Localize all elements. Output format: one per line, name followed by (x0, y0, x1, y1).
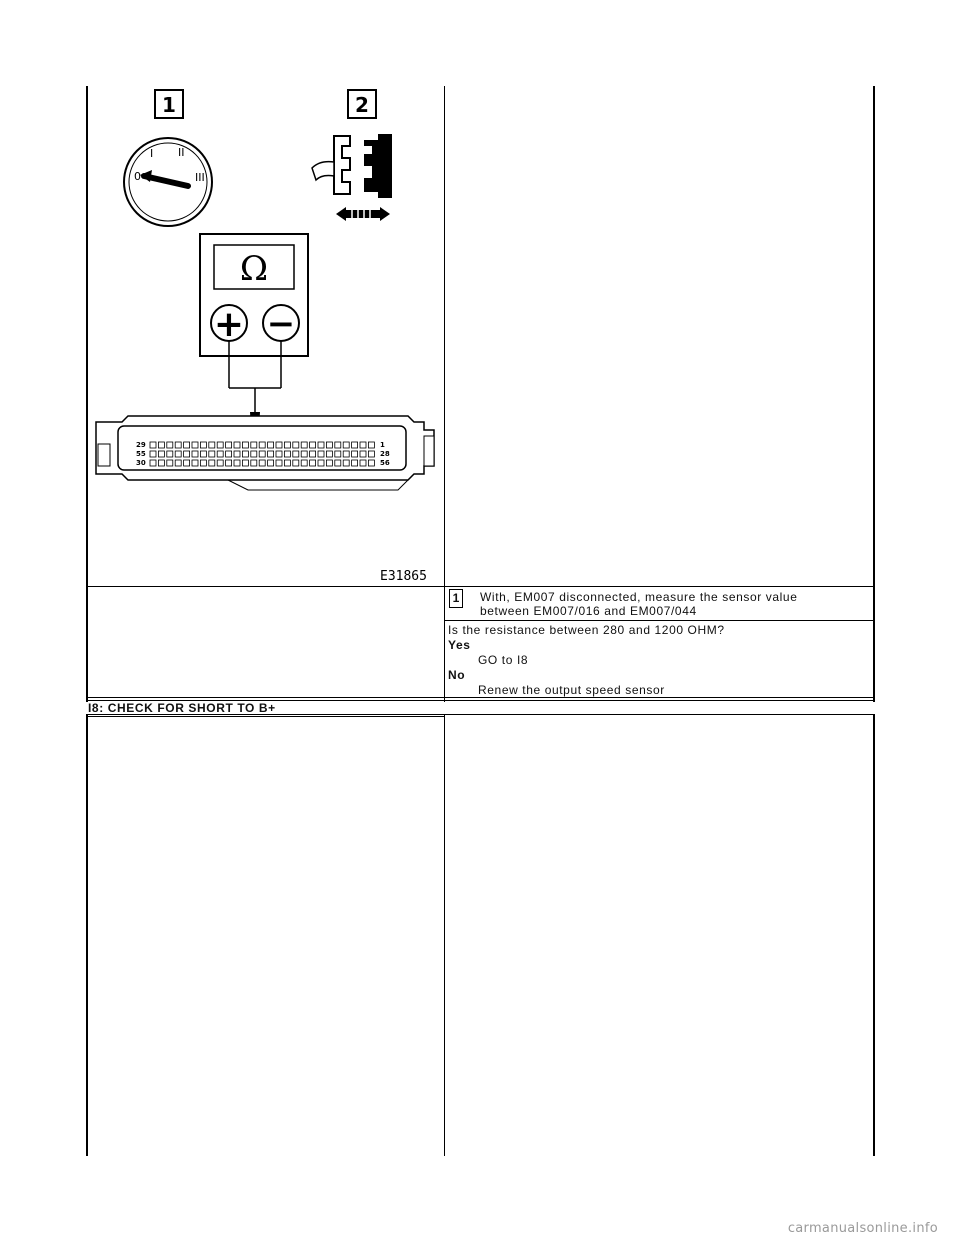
connector-pin (310, 460, 316, 466)
connector-pin (360, 460, 366, 466)
yes-action: GO to I8 (478, 653, 529, 667)
pin-label-left-0: 29 (136, 441, 146, 449)
connector-pin (175, 451, 181, 457)
step-number-box: 1 (449, 589, 463, 608)
connector-pin (150, 442, 156, 448)
connector-pin (175, 460, 181, 466)
connector-pin (184, 442, 190, 448)
switch-label-3: III (195, 171, 205, 184)
connector-pin (352, 442, 358, 448)
no-action: Renew the output speed sensor (478, 683, 665, 697)
connector-pin (251, 451, 257, 457)
connector-pin (226, 451, 232, 457)
connector-pin (217, 442, 223, 448)
connector-pin (343, 442, 349, 448)
connector-pin (293, 451, 299, 457)
connector-pin (200, 442, 206, 448)
switch-label-1: I (150, 147, 154, 160)
connector-pin (158, 460, 164, 466)
connector-pin (226, 460, 232, 466)
connector-pin (217, 451, 223, 457)
connector-pin (318, 460, 324, 466)
connector-pin (368, 442, 374, 448)
connector-pin (175, 442, 181, 448)
pin-label-right-0: 1 (380, 441, 385, 449)
connector-pin (335, 451, 341, 457)
minus-symbol: − (266, 304, 296, 344)
connector-pin (150, 460, 156, 466)
connector-disconnect-icon (312, 134, 392, 221)
connector-pin (268, 460, 274, 466)
pin-grid (150, 442, 374, 466)
lower-top-rule (86, 716, 445, 717)
connector-pin (234, 442, 240, 448)
connector-pin (158, 451, 164, 457)
connector-pin (167, 460, 173, 466)
lower-middle-divider (444, 714, 445, 1156)
connector-pin (200, 460, 206, 466)
connector-pin (284, 442, 290, 448)
row-divider-question (86, 697, 875, 698)
connector-pin (200, 451, 206, 457)
connector-pin (352, 460, 358, 466)
connector-pin (234, 460, 240, 466)
connector-pin (301, 460, 307, 466)
frame-middle-divider (444, 86, 445, 702)
switch-label-2: II (178, 146, 185, 159)
connector-pin (293, 460, 299, 466)
connector-pin (192, 442, 198, 448)
connector-pin (326, 460, 332, 466)
switch-label-0: 0 (134, 170, 141, 183)
connector-pin (284, 460, 290, 466)
connector-pin (209, 451, 215, 457)
question-text: Is the resistance between 280 and 1200 OHM? (448, 623, 725, 637)
connector-pin (209, 460, 215, 466)
connector-pin (251, 460, 257, 466)
ignition-switch-icon (124, 138, 212, 226)
connector-pin (276, 451, 282, 457)
connector-pin (192, 451, 198, 457)
connector-pin (167, 451, 173, 457)
connector-pin (217, 460, 223, 466)
frame-right-border (873, 86, 875, 702)
connector-pin (310, 442, 316, 448)
connector-pin (360, 451, 366, 457)
connector-pin (259, 442, 265, 448)
pin-label-left-2: 30 (136, 459, 146, 467)
yes-label: Yes (448, 638, 471, 652)
row-divider-step (444, 620, 875, 621)
section-heading: I8: CHECK FOR SHORT TO B+ (88, 701, 276, 715)
connector-pin (167, 442, 173, 448)
connector-pin (318, 451, 324, 457)
connector-pin (368, 460, 374, 466)
connector-pin (293, 442, 299, 448)
pin-label-right-2: 56 (380, 459, 390, 467)
test-figure (88, 86, 444, 586)
connector-pin (360, 442, 366, 448)
connector-pin (242, 442, 248, 448)
figure-id: E31865 (380, 569, 427, 584)
watermark: carmanualsonline.info (787, 1221, 938, 1236)
callout-1-label: 1 (162, 93, 176, 117)
connector-pin (276, 442, 282, 448)
connector-pin (318, 442, 324, 448)
connector-pin (326, 451, 332, 457)
connector-pin (242, 460, 248, 466)
connector-pin (301, 451, 307, 457)
connector-pin (251, 442, 257, 448)
lower-right-border (873, 714, 875, 1156)
plus-symbol: + (213, 304, 245, 345)
connector-pin (326, 442, 332, 448)
connector-pin (259, 451, 265, 457)
connector-pin (158, 442, 164, 448)
connector-pin (301, 442, 307, 448)
connector-pin (268, 442, 274, 448)
ecu-connector-icon (96, 416, 434, 490)
pin-label-right-1: 28 (380, 450, 390, 458)
connector-pin (284, 451, 290, 457)
connector-pin (150, 451, 156, 457)
callout-box-2 (348, 90, 376, 118)
row-divider-figure (86, 586, 875, 587)
connector-pin (209, 442, 215, 448)
connector-pin (184, 460, 190, 466)
callout-2-label: 2 (355, 93, 369, 117)
connector-pin (343, 460, 349, 466)
lower-left-border (86, 714, 88, 1156)
connector-pin (184, 451, 190, 457)
connector-pin (352, 451, 358, 457)
connector-pin (310, 451, 316, 457)
pin-label-left-1: 55 (136, 450, 146, 458)
connector-pin (343, 451, 349, 457)
ohm-symbol: Ω (239, 249, 269, 289)
callout-box-1 (155, 90, 183, 118)
step-instruction-line-1: With, EM007 disconnected, measure the sensor value (480, 590, 798, 604)
connector-pin (268, 451, 274, 457)
connector-pin (226, 442, 232, 448)
connector-pin (192, 460, 198, 466)
connector-pin (335, 442, 341, 448)
connector-pin (242, 451, 248, 457)
no-label: No (448, 668, 466, 682)
connector-pin (335, 460, 341, 466)
connector-pin (276, 460, 282, 466)
connector-pin (368, 451, 374, 457)
step-instruction-line-2: between EM007/016 and EM007/044 (480, 604, 697, 618)
connector-pin (259, 460, 265, 466)
connector-pin (234, 451, 240, 457)
